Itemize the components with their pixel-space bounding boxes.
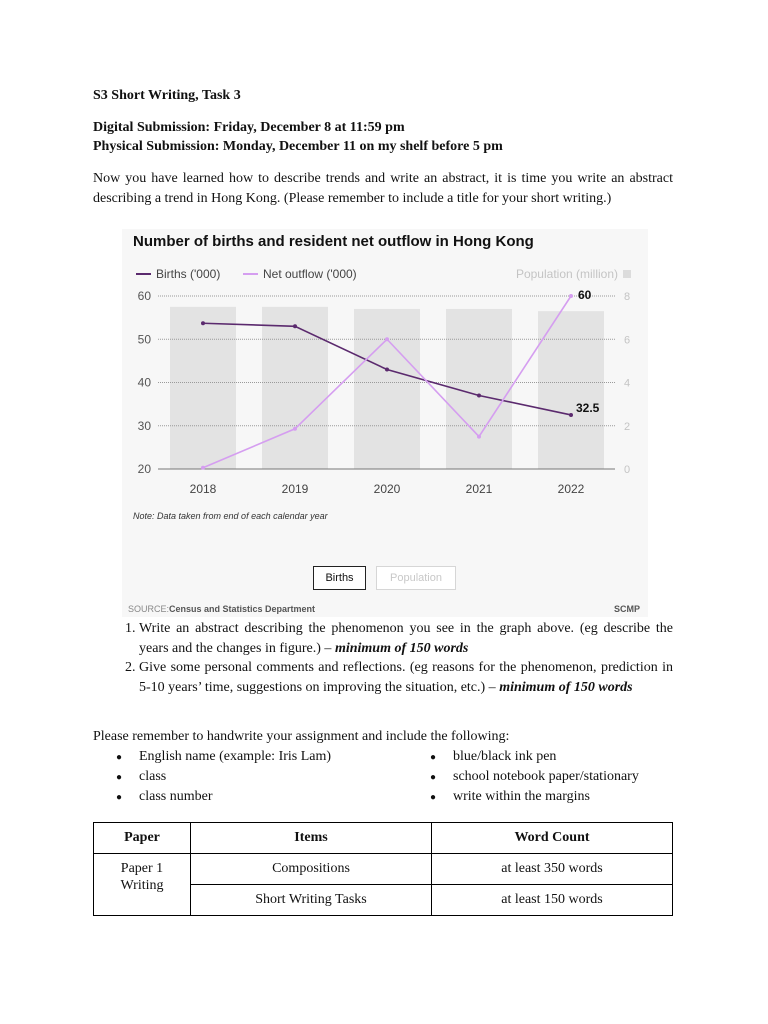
bullet-item xyxy=(430,787,730,807)
assignment-title: S3 Short Writing, Task 3 xyxy=(93,88,241,103)
bullet-dot-icon: ● xyxy=(116,772,123,783)
outflow-point xyxy=(201,466,205,470)
y2-tick-label: 6 xyxy=(624,334,631,347)
births-point xyxy=(569,413,573,417)
table-row xyxy=(94,854,673,885)
outflow-point xyxy=(569,294,573,298)
bullet-text: class xyxy=(139,769,167,784)
word-count-table xyxy=(93,822,673,916)
bullet-item xyxy=(116,767,416,787)
y2-tick-label: 4 xyxy=(624,377,631,390)
x-tick-label: 2019 xyxy=(281,482,309,496)
y2-tick-label: 0 xyxy=(624,464,631,476)
bullet-dot-icon: ● xyxy=(430,752,437,763)
intro-paragraph: Now you have learned how to describe trends and write an abstract, it is time you write an abstract describing a trend in Hong Kong. (Please remember to include a title for your short writing.) xyxy=(93,171,673,206)
outflow-point xyxy=(385,337,389,341)
bullet-dot-icon: ● xyxy=(430,792,437,803)
bullet-item xyxy=(116,787,416,807)
outflow-point xyxy=(293,427,297,431)
y-tick-label: 60 xyxy=(137,289,151,303)
x-tick-label: 2020 xyxy=(373,482,401,496)
count-cell: at least 350 words xyxy=(432,854,673,885)
item-cell: Short Writing Tasks xyxy=(191,885,432,916)
population-toggle-button[interactable]: Population xyxy=(376,566,456,590)
y-tick-label: 20 xyxy=(137,462,151,476)
y-tick-label: 50 xyxy=(137,332,151,347)
item-cell: Compositions xyxy=(191,854,432,885)
bullet-item xyxy=(430,747,730,767)
table-header-row xyxy=(94,823,673,854)
bullet-text: blue/black ink pen xyxy=(453,749,557,764)
table-header: Items xyxy=(191,823,432,854)
population-bar xyxy=(262,307,328,469)
data-label-births-2022: 32.5 xyxy=(576,401,600,415)
reminder-text: Please remember to handwrite your assignment and include the following: xyxy=(93,729,510,744)
credit-text: SCMP xyxy=(613,604,640,614)
x-tick-label: 2018 xyxy=(189,482,217,496)
bullet-text: school notebook paper/stationary xyxy=(453,769,639,784)
task-item-1: 1. Write an abstract describing the phenomenon you see in the graph above. (eg describe the years and the changes in figure.) – minimum of 150 words xyxy=(139,619,673,658)
births-point xyxy=(477,393,481,397)
y2-tick-label: 8 xyxy=(624,291,631,303)
births-point xyxy=(201,321,205,325)
outflow-point xyxy=(477,435,481,439)
population-bar xyxy=(538,311,604,469)
data-label-outflow-2022: 60 xyxy=(578,288,592,302)
digital-submission: Digital Submission: Friday, December 8 at 11:59 pm xyxy=(93,120,405,135)
chart-title: Number of births and resident net outflow in Hong Kong xyxy=(133,233,534,250)
bullet-item xyxy=(430,767,730,787)
source-prefix: SOURCE: xyxy=(128,604,170,614)
bullet-dot-icon: ● xyxy=(430,772,437,783)
y-tick-label: 30 xyxy=(137,418,151,433)
task-item-2: 2. Give some personal comments and reflections. (eg reasons for the phenomenon, prediction in 5-10 years’ time, suggestions on improving the situation, etc.) – minimum of 150 words xyxy=(139,658,673,697)
y2-tick-label: 2 xyxy=(624,420,631,433)
legend-outflow-label: Net outflow ('000) xyxy=(263,267,357,281)
x-tick-label: 2022 xyxy=(557,482,585,496)
births-point xyxy=(385,368,389,372)
bullet-dot-icon: ● xyxy=(116,752,123,763)
count-cell: at least 150 words xyxy=(432,885,673,916)
legend-population-swatch xyxy=(623,270,631,278)
task-list xyxy=(93,619,673,697)
physical-submission: Physical Submission: Monday, December 11 on my shelf before 5 pm xyxy=(93,139,503,154)
bullet-text: write within the margins xyxy=(453,789,590,804)
bullet-dot-icon: ● xyxy=(116,792,123,803)
table-header: Paper xyxy=(94,823,191,854)
births-point xyxy=(293,324,297,328)
paper-cell: Paper 1 Writing xyxy=(94,854,191,916)
source-text: Census and Statistics Department xyxy=(169,604,316,614)
table-header: Word Count xyxy=(432,823,673,854)
births-toggle-button[interactable]: Births xyxy=(313,566,366,590)
population-bar xyxy=(354,309,420,469)
legend-births-label: Births ('000) xyxy=(156,267,221,281)
legend-population-label: Population (million) xyxy=(515,267,618,281)
y-tick-label: 40 xyxy=(137,375,151,390)
bullet-item xyxy=(116,747,416,767)
chart-note: Note: Data taken from end of each calendar year xyxy=(133,511,328,521)
bullet-text: class number xyxy=(139,789,213,804)
x-tick-label: 2021 xyxy=(465,482,493,496)
bullet-text: English name (example: Iris Lam) xyxy=(139,749,332,764)
population-bar xyxy=(170,307,236,469)
